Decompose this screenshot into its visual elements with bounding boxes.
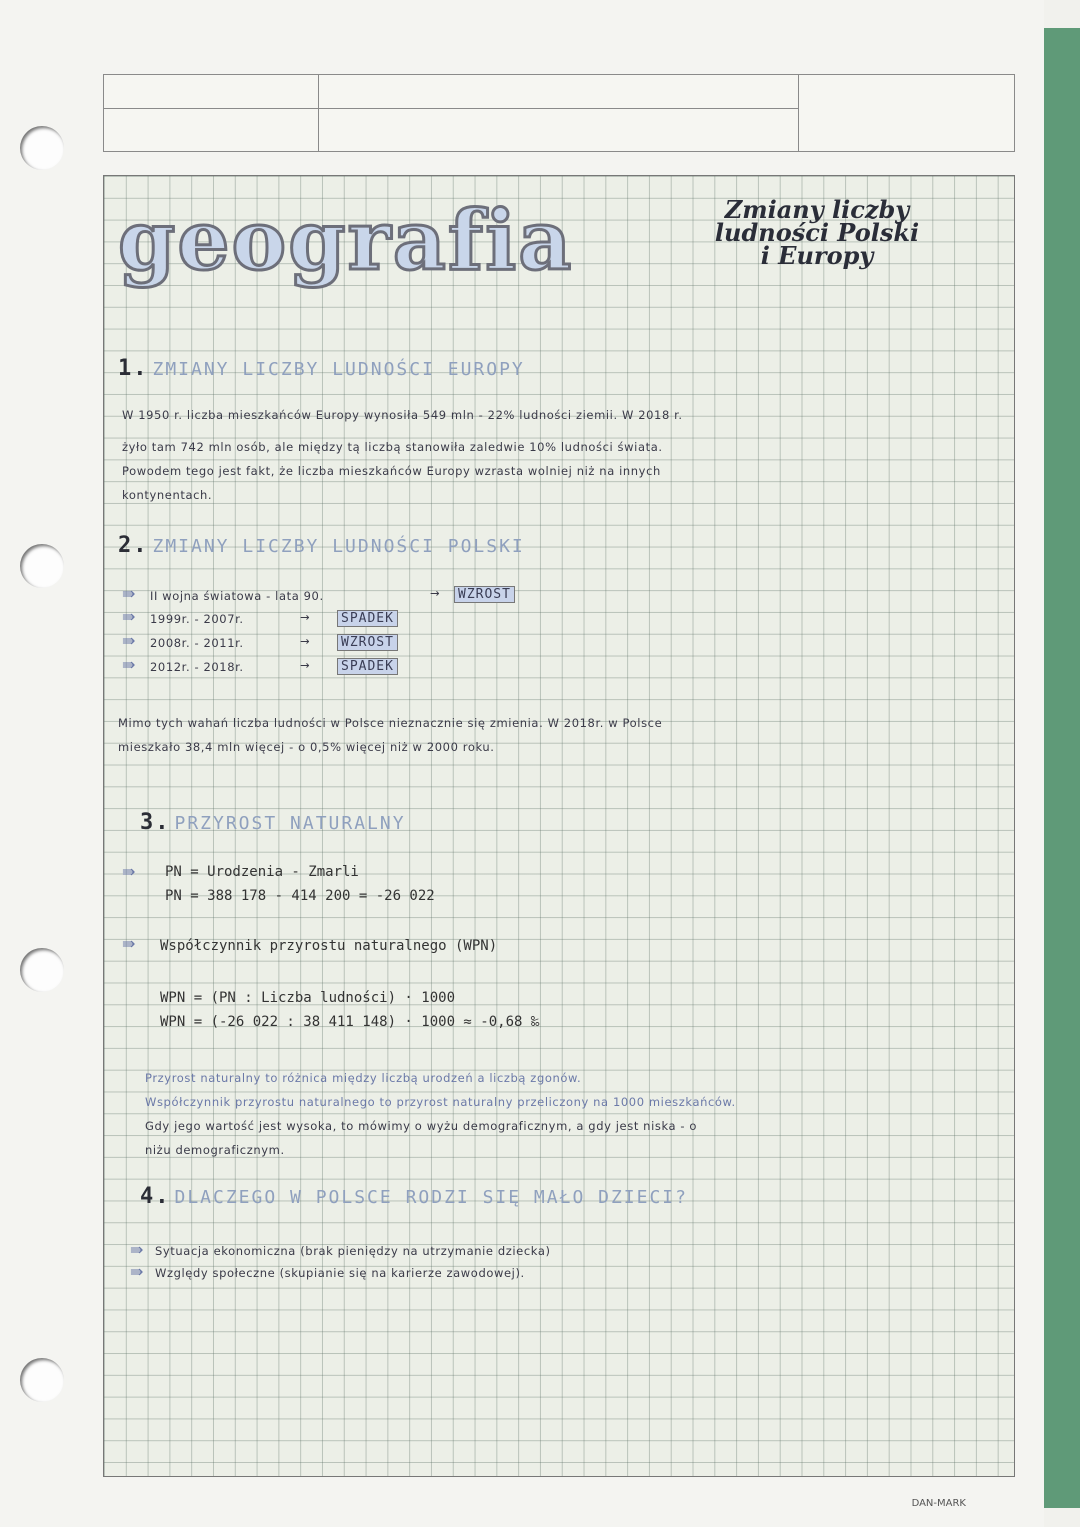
trend-badge-1: WZROST bbox=[454, 586, 515, 603]
arrow-icon: ⇛ bbox=[130, 1262, 144, 1281]
trend-arrow-icon: → bbox=[430, 586, 441, 600]
section3-line-4: niżu demograficznym. bbox=[145, 1143, 285, 1157]
section1-line-2: żyło tam 742 mln osób, ale między tą liczbą stanowiła zaledwie 10% ludności świata. bbox=[122, 440, 663, 454]
trend-arrow-icon: → bbox=[300, 634, 311, 648]
period-1: II wojna światowa - lata 90. bbox=[150, 589, 324, 603]
section3-heading: 3. PRZYROST NATURALNY bbox=[140, 810, 406, 835]
pn-formula: PN = Urodzenia - Zmarli bbox=[165, 864, 359, 880]
trend-arrow-icon: → bbox=[300, 658, 311, 672]
section1-heading: 1. ZMIANY LICZBY LUDNOŚCI EUROPY bbox=[118, 356, 525, 381]
punch-hole-4 bbox=[20, 1358, 64, 1402]
punch-hole-3 bbox=[20, 948, 64, 992]
period-4: 2012r. - 2018r. bbox=[150, 660, 244, 674]
arrow-icon: ⇛ bbox=[122, 655, 136, 674]
arrow-icon: ⇛ bbox=[130, 1240, 144, 1259]
section4-heading: 4. DLACZEGO W POLSCE RODZI SIĘ MAŁO DZIECI? bbox=[140, 1184, 688, 1209]
trend-arrow-icon: → bbox=[300, 610, 311, 624]
section2-line-2: mieszkało 38,4 mln więcej - o 0,5% więcej niż w 2000 roku. bbox=[118, 740, 495, 754]
wpn-label: Współczynnik przyrostu naturalnego (WPN) bbox=[160, 938, 498, 954]
trend-badge-3: WZROST bbox=[337, 634, 398, 651]
section1-line-1: W 1950 r. liczba mieszkańców Europy wynosiła 549 mln - 22% ludności ziemii. W 2018 r. bbox=[122, 408, 683, 422]
arrow-icon: ⇛ bbox=[122, 631, 136, 650]
arrow-icon: ⇛ bbox=[122, 934, 136, 953]
pn-calculation: PN = 388 178 - 414 200 = -26 022 bbox=[165, 888, 435, 904]
section1-line-4: kontynentach. bbox=[122, 488, 213, 502]
page-subtitle: Zmiany liczby ludności Polski i Europy bbox=[714, 195, 920, 270]
section3-line-3: Gdy jego wartość jest wysoka, to mówimy o wyżu demograficznym, a gdy jest niska - o bbox=[145, 1119, 698, 1133]
punch-hole-1 bbox=[20, 126, 64, 170]
header-box bbox=[103, 74, 1015, 152]
section2-line-1: Mimo tych wahań liczba ludności w Polsce nieznacznie się zmienia. W 2018r. w Polsce bbox=[118, 716, 663, 730]
reason-2: Względy społeczne (skupianie się na karierze zawodowej). bbox=[155, 1266, 525, 1280]
wpn-formula: WPN = (PN : Liczba ludności) · 1000 bbox=[160, 990, 456, 1006]
section1-line-3: Powodem tego jest fakt, że liczba mieszkańców Europy wzrasta wolniej niż na innych bbox=[122, 464, 661, 478]
page-title: geografia bbox=[118, 193, 574, 289]
green-edge-strip bbox=[1040, 28, 1080, 1508]
section3-line-1: Przyrost naturalny to różnica między liczbą urodzeń a liczbą zgonów. bbox=[145, 1071, 582, 1085]
arrow-icon: ⇛ bbox=[122, 607, 136, 626]
arrow-icon: ⇛ bbox=[122, 862, 136, 881]
period-2: 1999r. - 2007r. bbox=[150, 612, 244, 626]
arrow-icon: ⇛ bbox=[122, 584, 136, 603]
reason-1: Sytuacja ekonomiczna (brak pieniędzy na utrzymanie dziecka) bbox=[155, 1244, 551, 1258]
section3-line-2: Współczynnik przyrostu naturalnego to przyrost naturalny przeliczony na 1000 mieszkańców. bbox=[145, 1095, 736, 1109]
trend-badge-2: SPADEK bbox=[337, 610, 398, 627]
brand-watermark: DAN-MARK bbox=[911, 1498, 966, 1509]
trend-badge-4: SPADEK bbox=[337, 658, 398, 675]
section2-heading: 2. ZMIANY LICZBY LUDNOŚCI POLSKI bbox=[118, 533, 525, 558]
wpn-calculation: WPN = (-26 022 : 38 411 148) · 1000 ≈ -0,68 ‰ bbox=[160, 1014, 540, 1030]
punch-hole-2 bbox=[20, 544, 64, 588]
period-3: 2008r. - 2011r. bbox=[150, 636, 244, 650]
